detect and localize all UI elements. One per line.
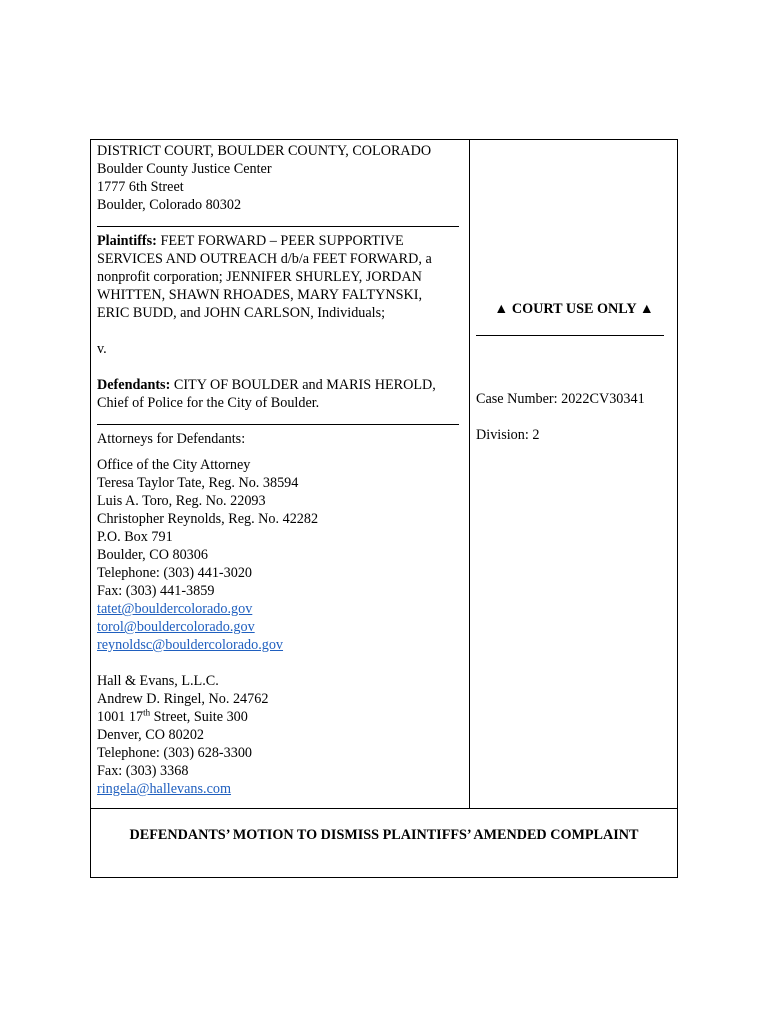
court-use-only-label: ▲ COURT USE ONLY ▲: [494, 301, 654, 317]
attorneys-heading: Attorneys for Defendants:: [97, 431, 246, 447]
court-building: Boulder County Justice Center: [97, 161, 272, 177]
city-office-line: Christopher Reynolds, Reg. No. 42282: [97, 511, 319, 527]
court-city: Boulder, Colorado 80302: [97, 197, 242, 213]
case-number: Case Number: 2022CV30341: [476, 391, 645, 407]
defendants-line-2: Chief of Police for the City of Boulder.: [97, 395, 320, 411]
defendants-label: Defendants:: [97, 377, 171, 393]
court-name: DISTRICT COURT, BOULDER COUNTY, COLORADO: [97, 143, 432, 159]
firm-city: Denver, CO 80202: [97, 727, 205, 743]
plaintiffs-line-2: SERVICES AND OUTREACH d/b/a FEET FORWARD, a: [97, 251, 432, 267]
caption-divider-horizontal: [91, 808, 677, 809]
email-link-reynolds[interactable]: reynoldsc@bouldercolorado.gov: [97, 637, 284, 653]
caption-box: [90, 139, 678, 878]
defendants-line-1: CITY OF BOULDER and MARIS HEROLD,: [170, 377, 436, 393]
plaintiffs-line-4: WHITTEN, SHAWN RHOADES, MARY FALTYNSKI,: [97, 287, 423, 303]
city-office-line: Boulder, CO 80306: [97, 547, 208, 563]
caption-right-column: [470, 140, 678, 808]
plaintiffs-line-3: nonprofit corporation; JENNIFER SHURLEY, JORDAN: [97, 269, 422, 285]
city-office-line: Luis A. Toro, Reg. No. 22093: [97, 493, 266, 509]
caption-left-column: [97, 142, 459, 798]
email-link-ringel[interactable]: ringela@hallevans.com: [97, 781, 232, 797]
division: Division: 2: [476, 427, 540, 443]
city-attorney-block: [97, 456, 459, 654]
firm-fax: Fax: (303) 3368: [97, 763, 189, 779]
firm-attorney: Andrew D. Ringel, No. 24762: [97, 691, 269, 707]
plaintiffs-block: [97, 232, 459, 322]
document-title: DEFENDANTS’ MOTION TO DISMISS PLAINTIFFS’ AMENDED COMPLAINT: [129, 827, 639, 843]
city-office-line: Telephone: (303) 441-3020: [97, 565, 253, 581]
court-street: 1777 6th Street: [97, 179, 184, 195]
court-use-rule: [476, 335, 664, 336]
city-office-line: Fax: (303) 441-3859: [97, 583, 215, 599]
hall-evans-block: [97, 672, 459, 798]
city-office-line: P.O. Box 791: [97, 529, 173, 545]
plaintiffs-line-1: FEET FORWARD – PEER SUPPORTIVE: [156, 233, 404, 249]
firm-phone: Telephone: (303) 628-3300: [97, 745, 253, 761]
email-link-tate[interactable]: tatet@bouldercolorado.gov: [97, 601, 253, 617]
email-link-toro[interactable]: torol@bouldercolorado.gov: [97, 619, 255, 635]
firm-street: 1001 17th Street, Suite 300: [97, 707, 248, 725]
plaintiffs-line-5: ERIC BUDD, and JOHN CARLSON, Individuals;: [97, 305, 386, 321]
defendants-block: [97, 376, 459, 412]
plaintiffs-label: Plaintiffs:: [97, 233, 157, 249]
city-office-name: Office of the City Attorney: [97, 457, 251, 473]
firm-name: Hall & Evans, L.L.C.: [97, 673, 219, 689]
city-office-line: Teresa Taylor Tate, Reg. No. 38594: [97, 475, 299, 491]
versus: v.: [97, 341, 107, 357]
